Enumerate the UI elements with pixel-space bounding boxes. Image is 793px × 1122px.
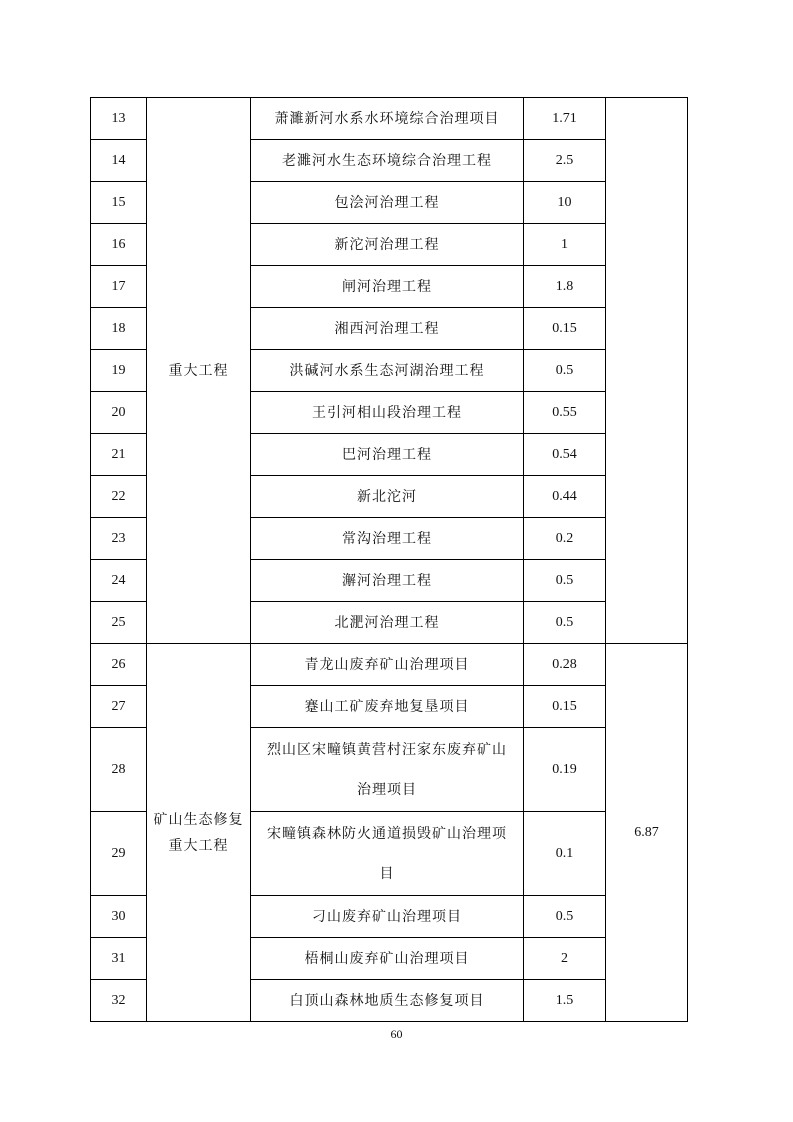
row-number: 15 bbox=[91, 182, 147, 224]
project-value: 0.1 bbox=[524, 812, 606, 896]
project-name-line: 目 bbox=[379, 865, 395, 882]
project-name: 白顶山森林地质生态修复项目 bbox=[251, 980, 524, 1022]
row-number: 23 bbox=[91, 518, 147, 560]
project-name: 洪碱河水系生态河湖治理工程 bbox=[251, 350, 524, 392]
project-name-line: 烈山区宋疃镇黄营村汪家东废弃矿山 bbox=[267, 741, 507, 758]
project-name: 蹇山工矿废弃地复垦项目 bbox=[251, 686, 524, 728]
project-name: 新沱河治理工程 bbox=[251, 224, 524, 266]
project-value: 0.19 bbox=[524, 728, 606, 812]
project-value: 0.54 bbox=[524, 434, 606, 476]
project-name: 澥河治理工程 bbox=[251, 560, 524, 602]
project-value: 2.5 bbox=[524, 140, 606, 182]
total-cell bbox=[606, 98, 688, 644]
page-number: 60 bbox=[390, 1027, 403, 1041]
row-number: 21 bbox=[91, 434, 147, 476]
category-line: 矿山生态修复 bbox=[153, 811, 244, 828]
project-name: 包浍河治理工程 bbox=[251, 182, 524, 224]
project-value: 0.15 bbox=[524, 308, 606, 350]
row-number: 27 bbox=[91, 686, 147, 728]
project-value: 1.5 bbox=[524, 980, 606, 1022]
row-number: 26 bbox=[91, 644, 147, 686]
project-value: 0.55 bbox=[524, 392, 606, 434]
project-value: 0.5 bbox=[524, 350, 606, 392]
project-name bbox=[251, 812, 524, 896]
project-value: 2 bbox=[524, 938, 606, 980]
row-number: 31 bbox=[91, 938, 147, 980]
row-number: 20 bbox=[91, 392, 147, 434]
project-name: 刁山废弃矿山治理项目 bbox=[251, 896, 524, 938]
row-number: 13 bbox=[91, 98, 147, 140]
project-name: 萧濉新河水系水环境综合治理项目 bbox=[251, 98, 524, 140]
project-name: 闸河治理工程 bbox=[251, 266, 524, 308]
row-number: 25 bbox=[91, 602, 147, 644]
row-number: 22 bbox=[91, 476, 147, 518]
project-name: 老濉河水生态环境综合治理工程 bbox=[251, 140, 524, 182]
project-value: 0.28 bbox=[524, 644, 606, 686]
project-value: 10 bbox=[524, 182, 606, 224]
project-name: 新北沱河 bbox=[251, 476, 524, 518]
project-name: 王引河相山段治理工程 bbox=[251, 392, 524, 434]
row-number: 32 bbox=[91, 980, 147, 1022]
row-number: 14 bbox=[91, 140, 147, 182]
project-name-line: 宋疃镇森林防火通道损毁矿山治理项 bbox=[267, 825, 507, 842]
project-value: 0.44 bbox=[524, 476, 606, 518]
project-value: 1 bbox=[524, 224, 606, 266]
project-value: 1.71 bbox=[524, 98, 606, 140]
project-value: 0.5 bbox=[524, 560, 606, 602]
project-table bbox=[90, 97, 688, 1022]
row-number: 28 bbox=[91, 728, 147, 812]
table-row bbox=[91, 644, 688, 686]
row-number: 29 bbox=[91, 812, 147, 896]
project-name: 梧桐山废弃矿山治理项目 bbox=[251, 938, 524, 980]
project-name: 常沟治理工程 bbox=[251, 518, 524, 560]
category-line: 重大工程 bbox=[168, 837, 229, 854]
project-name bbox=[251, 728, 524, 812]
project-value: 0.15 bbox=[524, 686, 606, 728]
project-value: 0.2 bbox=[524, 518, 606, 560]
total-cell: 6.87 bbox=[606, 644, 688, 1022]
project-name: 北淝河治理工程 bbox=[251, 602, 524, 644]
row-number: 19 bbox=[91, 350, 147, 392]
project-name: 湘西河治理工程 bbox=[251, 308, 524, 350]
project-value: 0.5 bbox=[524, 896, 606, 938]
row-number: 16 bbox=[91, 224, 147, 266]
project-value: 1.8 bbox=[524, 266, 606, 308]
row-number: 30 bbox=[91, 896, 147, 938]
row-number: 24 bbox=[91, 560, 147, 602]
project-name: 巴河治理工程 bbox=[251, 434, 524, 476]
table-row bbox=[91, 98, 688, 140]
project-name: 青龙山废弃矿山治理项目 bbox=[251, 644, 524, 686]
category-cell bbox=[147, 644, 251, 1022]
category-cell: 重大工程 bbox=[147, 98, 251, 644]
project-value: 0.5 bbox=[524, 602, 606, 644]
row-number: 17 bbox=[91, 266, 147, 308]
project-name-line: 治理项目 bbox=[357, 781, 417, 798]
row-number: 18 bbox=[91, 308, 147, 350]
